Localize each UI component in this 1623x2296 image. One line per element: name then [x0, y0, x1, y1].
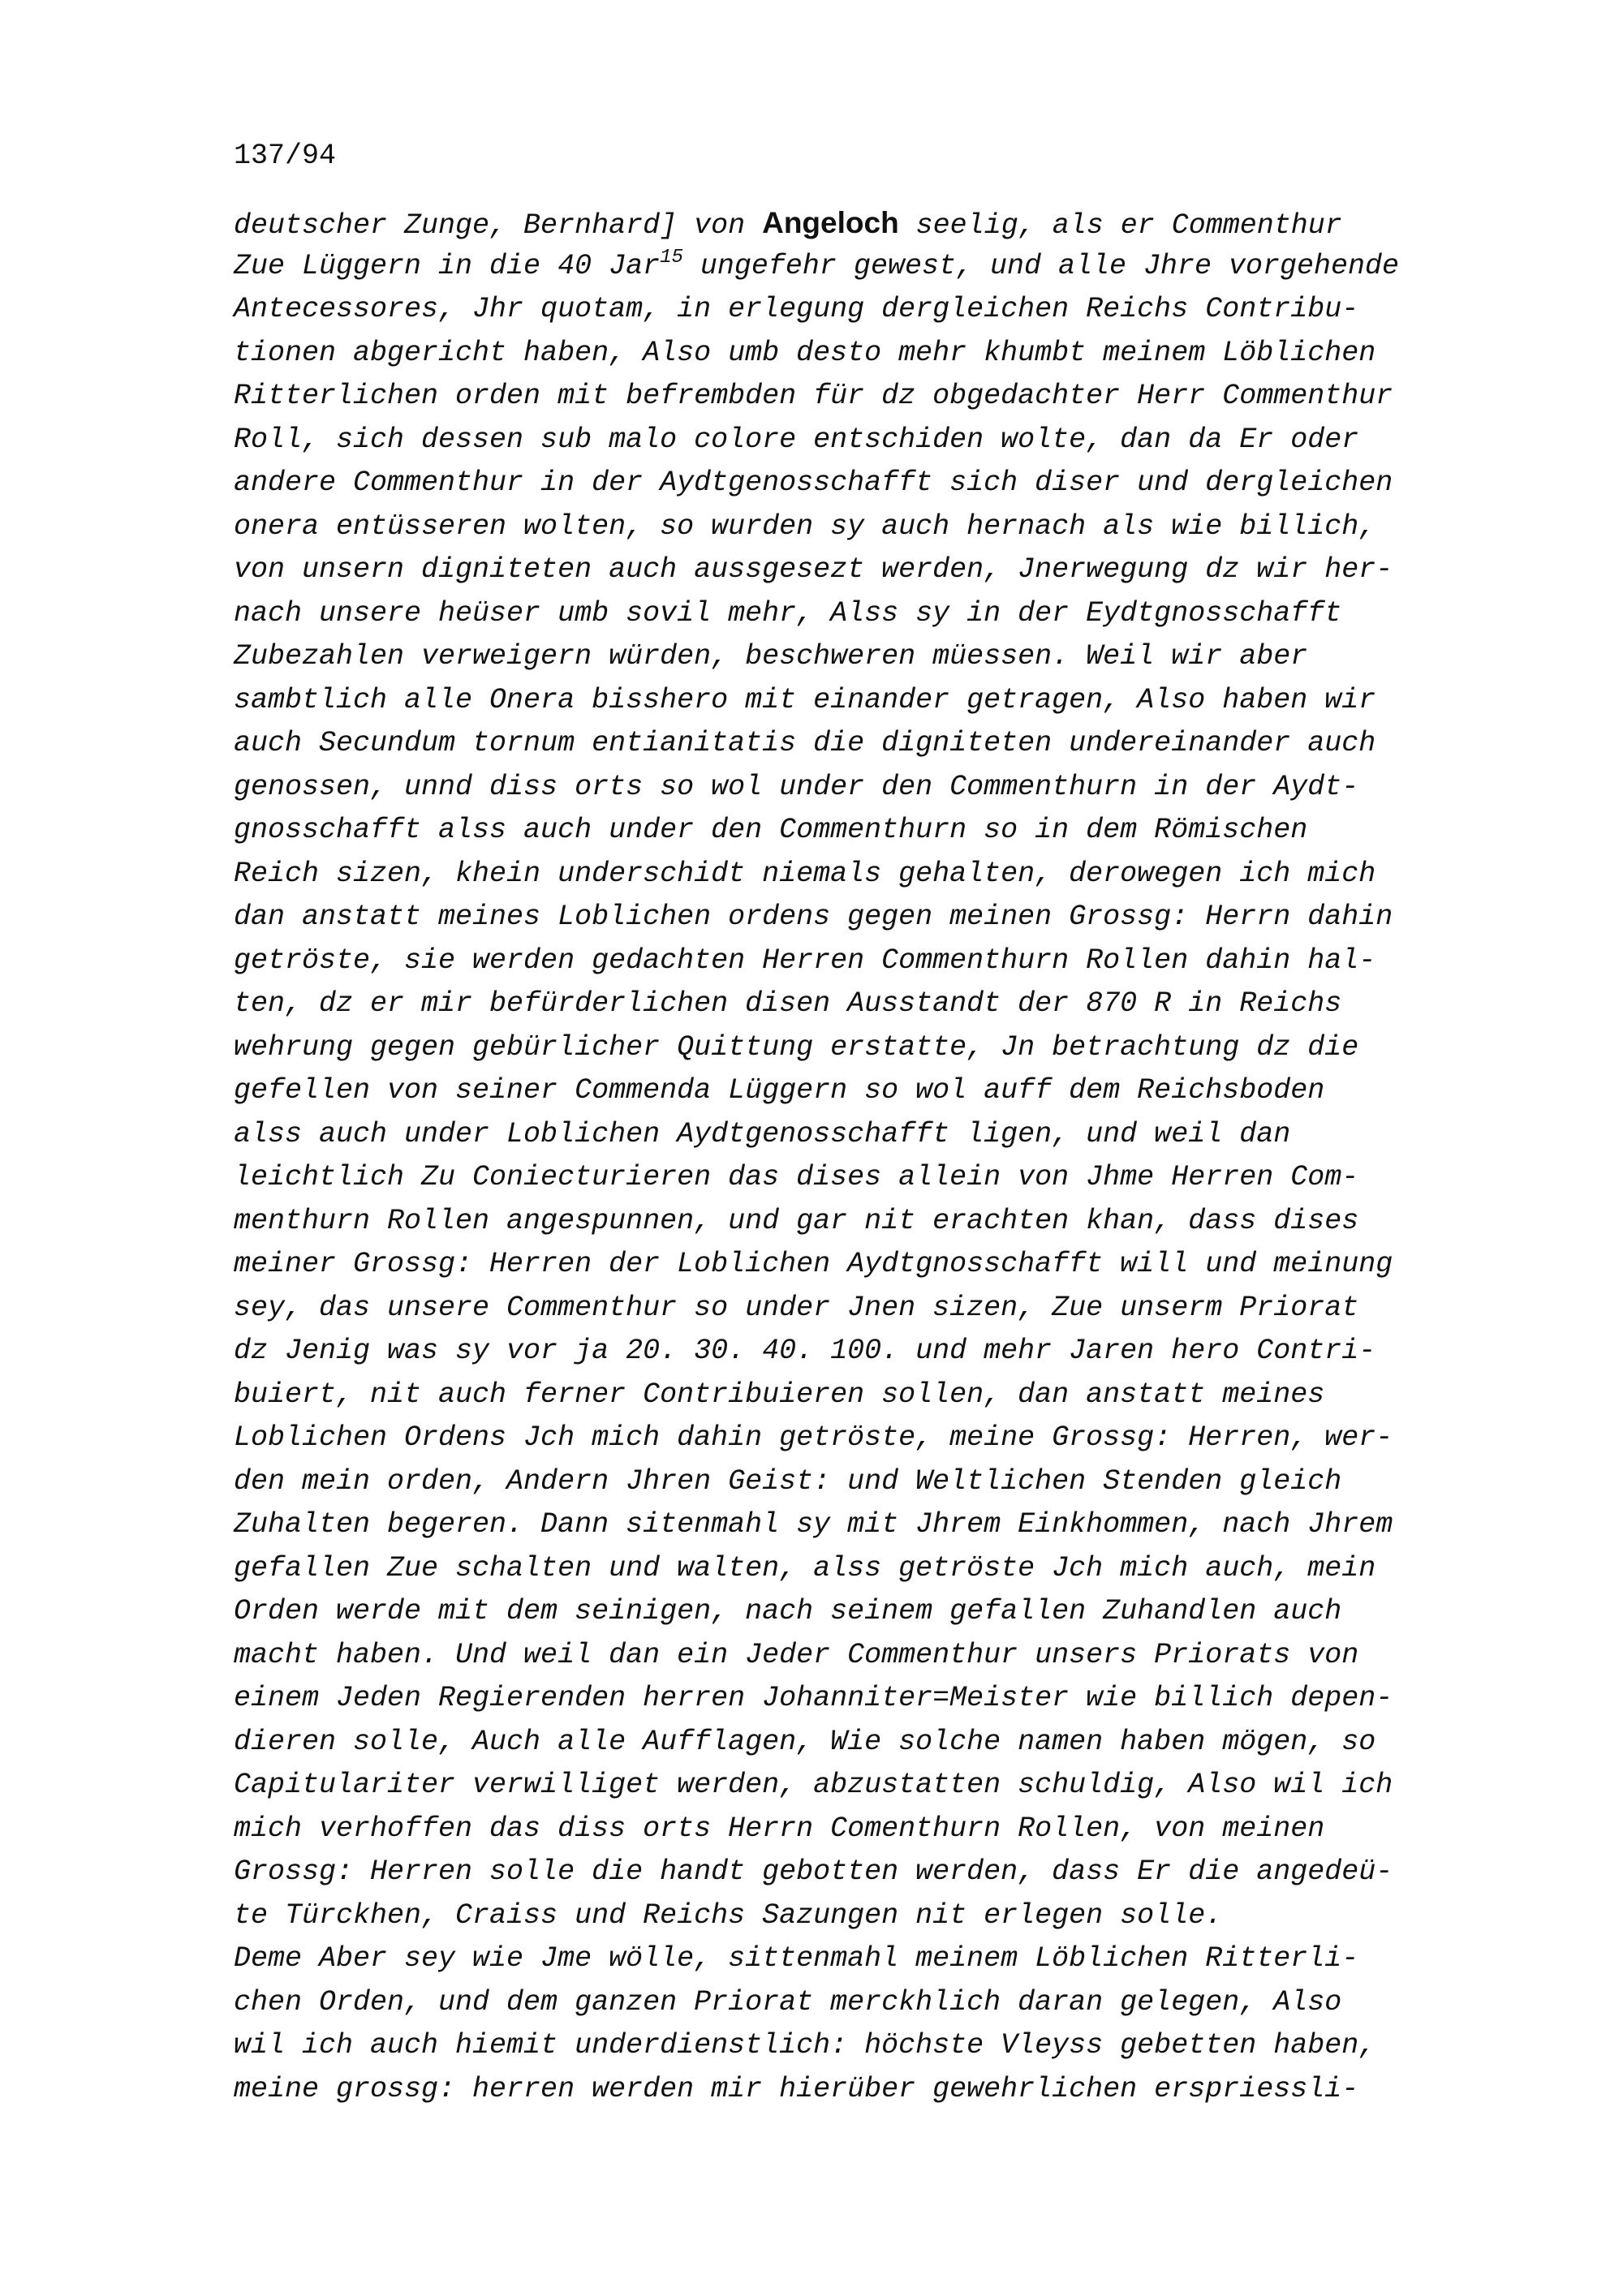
text-line: chen Orden, und dem ganzen Priorat merckhlich daran gelegen, Also	[234, 1985, 1342, 2019]
text-line: von unsern digniteten auch aussgesezt werden, Jnerwegung dz wir her-	[234, 553, 1393, 586]
text-line: onera entüsseren wolten, so wurden sy auch hernach als wie billich,	[234, 510, 1376, 543]
text-line: meiner Grossg: Herren der Loblichen Aydtgnosschafft will und meinung	[234, 1248, 1393, 1280]
text-line: Zubezahlen verweigern würden, beschweren müessen. Weil wir aber	[234, 640, 1308, 673]
text-line: gefallen Zue schalten und walten, alss getröste Jch mich auch, mein	[234, 1551, 1376, 1584]
text-line: gefellen von seiner Commenda Lüggern so wol auff dem Reichsboden	[234, 1074, 1325, 1107]
text-line: Orden werde mit dem seinigen, nach seinem gefallen Zuhandlen auch	[234, 1595, 1342, 1627]
text-line: andere Commenthur in der Aydtgenosschafft sich diser und dergleichen	[234, 467, 1393, 499]
text-line: einem Jeden Regierenden herren Johanniter=Meister wie billich depen-	[234, 1682, 1393, 1714]
text-line: den mein orden, Andern Jhren Geist: und Weltlichen Stenden gleich	[234, 1464, 1342, 1498]
text-line-2-end: ungefehr gewest, und alle Jhre vorgehende	[682, 249, 1400, 282]
text-line: dieren solle, Auch alle Aufflagen, Wie solche namen haben mögen, so	[234, 1725, 1376, 1758]
text-line: Loblichen Ordens Jch mich dahin getröste, meine Grossg: Herren, wer-	[234, 1421, 1393, 1454]
text-line-1-start: deutscher Zunge, Bernhard] von	[234, 209, 763, 242]
text-line: gnosschafft alss auch under den Commenthurn so in dem Römischen	[234, 814, 1308, 846]
text-line: te Türckhen, Craiss und Reichs Sazungen nit erlegen solle.	[234, 1898, 1223, 1932]
text-line: sambtlich alle Onera bisshero mit einander getragen, Also haben wir	[234, 683, 1376, 716]
text-line: Ritterlichen orden mit befrembden für dz obgedachter Herr Commenthur	[234, 380, 1393, 412]
text-line: sey, das unsere Commenthur so under Jnen sizen, Zue unserm Priorat	[234, 1291, 1359, 1324]
page-number: 137/94	[234, 140, 337, 172]
text-line: menthurn Rollen angespunnen, und gar nit erachten khan, dass dises	[234, 1204, 1359, 1237]
text-line: Zuhalten begeren. Dann sitenmahl sy mit Jhrem Einkhommen, nach Jhrem	[234, 1508, 1393, 1541]
text-line: Reich sizen, khein underschidt niemals gehalten, derowegen ich mich	[234, 857, 1376, 890]
text-line: tionen abgericht haben, Also umb desto mehr khumbt meinem Löblichen	[234, 336, 1376, 369]
text-line-1-end: seelig, als er Commenthur	[898, 209, 1342, 242]
text-line: Capitulariter verwilliget werden, abzustatten schuldig, Also wil ich	[234, 1769, 1393, 1801]
text-line: auch Secundum tornum entianitatis die digniteten undereinander auch	[234, 727, 1376, 759]
text-line: nach unsere heüser umb sovil mehr, Alss sy in der Eydtgnosschafft	[234, 596, 1342, 630]
text-line: genossen, unnd diss orts so wol under den Commenthurn in der Aydt-	[234, 770, 1359, 803]
text-line-2	[234, 245, 1597, 289]
text-line-1	[234, 201, 1597, 245]
text-line: Deme Aber sey wie Jme wölle, sittenmahl meinem Löblichen Ritterli-	[234, 1942, 1359, 1975]
text-line: Roll, sich dessen sub malo colore entschiden wolte, dan da Er oder	[234, 423, 1359, 456]
text-line: meine grossg: herren werden mir hierüber gewehrlichen erspriessli-	[234, 2072, 1359, 2105]
text-line: dz Jenig was sy vor ja 20. 30. 40. 100. und mehr Jaren hero Contri-	[234, 1335, 1376, 1367]
text-line: dan anstatt meines Loblichen ordens gegen meinen Grossg: Herrn dahin	[234, 901, 1393, 933]
text-line-2-start: Zue Lüggern in die 40 Jar	[234, 249, 661, 282]
text-line: buiert, nit auch ferner Contribuieren sollen, dan anstatt meines	[234, 1378, 1325, 1411]
text-line: Grossg: Herren solle die handt gebotten werden, dass Er die angedeü-	[234, 1855, 1393, 1888]
text-line: macht haben. Und weil dan ein Jeder Commenthur unsers Priorats von	[234, 1638, 1359, 1671]
text-line: mich verhoffen das diss orts Herrn Comenthurn Rollen, von meinen	[234, 1812, 1325, 1845]
footnote-reference: 15	[660, 246, 683, 269]
document-body	[234, 201, 1597, 2111]
text-line: getröste, sie werden gedachten Herren Commenthurn Rollen dahin hal-	[234, 944, 1376, 977]
text-line: wil ich auch hiemit underdienstlich: höchste Vleyss gebetten haben,	[234, 2029, 1376, 2062]
person-name-angeloch: Angeloch	[762, 206, 899, 239]
text-line: alss auch under Loblichen Aydtgenosschafft ligen, und weil dan	[234, 1117, 1291, 1150]
text-line: Antecessores, Jhr quotam, in erlegung dergleichen Reichs Contribu-	[234, 293, 1359, 325]
text-line: leichtlich Zu Coniecturieren das dises allein von Jhme Herren Com-	[234, 1161, 1359, 1193]
text-line: ten, dz er mir befürderlichen disen Ausstandt der 870 R in Reichs	[234, 987, 1342, 1020]
text-line: wehrung gegen gebürlicher Quittung erstatte, Jn betrachtung dz die	[234, 1030, 1359, 1064]
